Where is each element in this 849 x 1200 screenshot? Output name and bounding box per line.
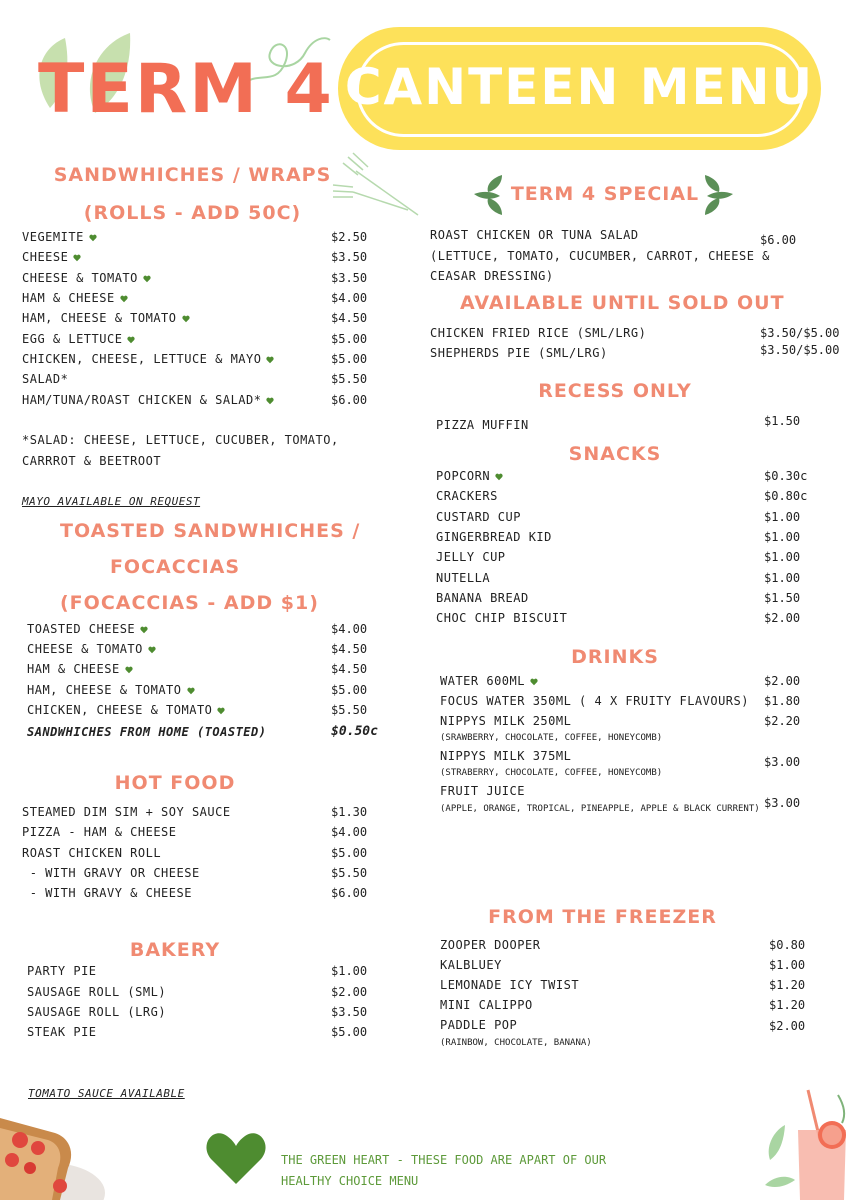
heart-icon (217, 707, 225, 715)
canteen-menu-banner (338, 27, 821, 150)
list-item: SAUSAGE ROLL (LRG) (27, 1005, 167, 1019)
price: $1.50 (764, 414, 801, 428)
leaf-icon (690, 170, 735, 220)
price: $3.50/$5.00 (760, 326, 840, 340)
list-item: CHICKEN FRIED RICE (SML/LRG) (430, 326, 647, 340)
canteen-menu-title: CANTEEN MENU (344, 58, 815, 116)
list-item: HAM & CHEESE (27, 662, 133, 676)
price: $1.00 (764, 510, 801, 524)
list-item: CHICKEN, CHEESE, LETTUCE & MAYO (22, 352, 274, 366)
heart-icon (125, 666, 133, 674)
list-item: CHOC CHIP BISCUIT (436, 611, 568, 625)
price: $1.00 (769, 958, 806, 972)
price: $5.00 (331, 683, 368, 697)
price: $1.30 (331, 805, 368, 819)
price: $0.30c (764, 469, 808, 483)
hot-food-heading: HOT FOOD (114, 772, 236, 794)
price: $6.00 (331, 393, 368, 407)
list-item: - WITH GRAVY & CHEESE (22, 886, 192, 900)
price: $4.00 (331, 622, 368, 636)
price: $4.00 (331, 825, 368, 839)
heart-icon (205, 1130, 267, 1186)
special-line: (LETTUCE, TOMATO, CUCUMBER, CARROT, CHEESE & (430, 249, 770, 263)
list-item: CHEESE & TOMATO (27, 642, 156, 656)
list-item: SAUSAGE ROLL (SML) (27, 985, 167, 999)
price: $5.50 (331, 703, 368, 717)
list-item: SHEPHERDS PIE (SML/LRG) (430, 346, 608, 360)
price: $5.00 (331, 1025, 368, 1039)
price: $1.00 (764, 550, 801, 564)
heart-icon (266, 356, 274, 364)
list-item-detail: (SRAWBERRY, CHOCOLATE, COFFEE, HONEYCOMB) (440, 733, 663, 743)
drinks-heading: DRINKS (571, 646, 659, 668)
price: $1.20 (769, 978, 806, 992)
price: $1.00 (764, 571, 801, 585)
price: $5.50 (331, 372, 368, 386)
heart-icon (148, 646, 156, 654)
price: $4.50 (331, 311, 368, 325)
list-item: GINGERBREAD KID (436, 530, 552, 544)
heart-icon (187, 687, 195, 695)
list-item: CUSTARD CUP (436, 510, 521, 524)
heart-icon (182, 315, 190, 323)
list-item: PIZZA - HAM & CHEESE (22, 825, 177, 839)
price: $3.50/$5.00 (760, 343, 840, 357)
sandwiches-subtitle: (ROLLS - ADD 50C) (83, 202, 302, 224)
price: $1.50 (764, 591, 801, 605)
price: $2.00 (764, 611, 801, 625)
legend-text: HEALTHY CHOICE MENU (281, 1174, 419, 1188)
list-item: STEAK PIE (27, 1025, 97, 1039)
toasted-heading: TOASTED SANDWHICHES / (60, 520, 361, 542)
list-item: CHICKEN, CHEESE & TOMATO (27, 703, 225, 717)
list-item: CHEESE & TOMATO (22, 271, 151, 285)
mayo-note: MAYO AVAILABLE ON REQUEST (22, 495, 201, 508)
heart-icon (89, 234, 97, 242)
list-item: STEAMED DIM SIM + SOY SAUCE (22, 805, 231, 819)
until-sold-heading: AVAILABLE UNTIL SOLD OUT (460, 292, 785, 314)
heart-icon (140, 626, 148, 634)
price: $5.00 (331, 332, 368, 346)
list-item: KALBLUEY (440, 958, 502, 972)
list-item: NUTELLA (436, 571, 491, 585)
heart-icon (266, 397, 274, 405)
price: $5.50 (331, 866, 368, 880)
list-item: HAM, CHEESE & TOMATO (27, 683, 195, 697)
list-item: CRACKERS (436, 489, 498, 503)
snacks-heading: SNACKS (568, 443, 662, 465)
heart-icon (143, 275, 151, 283)
price: $2.00 (769, 1019, 806, 1033)
price: $2.50 (331, 230, 368, 244)
list-item-detail: (STRABERRY, CHOCOLATE, COFFEE, HONEYCOMB) (440, 768, 663, 778)
list-item: HAM/TUNA/ROAST CHICKEN & SALAD* (22, 393, 274, 407)
bakery-heading: BAKERY (129, 939, 221, 961)
price: $1.80 (764, 694, 801, 708)
list-item: BANANA BREAD (436, 591, 529, 605)
special-line: CEASAR DRESSING) (430, 269, 554, 283)
list-item: HAM, CHEESE & TOMATO (22, 311, 190, 325)
tomato-sauce-note: TOMATO SAUCE AVAILABLE (28, 1087, 185, 1100)
list-item: FOCUS WATER 350ML ( 4 X FRUITY FLAVOURS) (440, 694, 749, 708)
price: $4.50 (331, 662, 368, 676)
list-item: NIPPYS MILK 375ML (440, 749, 572, 763)
price: $0.80c (764, 489, 808, 503)
list-item: PADDLE POP (440, 1018, 518, 1032)
list-item: - WITH GRAVY OR CHEESE (22, 866, 200, 880)
list-item: LEMONADE ICY TWIST (440, 978, 580, 992)
list-item: CHEESE (22, 250, 81, 264)
list-item: EGG & LETTUCE (22, 332, 135, 346)
list-item: ZOOPER DOOPER (440, 938, 541, 952)
list-item: FRUIT JUICE (440, 784, 525, 798)
salad-note: *SALAD: CHEESE, LETTUCE, CUCUBER, TOMATO, (22, 433, 339, 447)
price: $1.00 (764, 530, 801, 544)
toasted-heading: FOCACCIAS (109, 556, 241, 578)
price: $3.50 (331, 1005, 368, 1019)
list-item: TOASTED CHEESE (27, 622, 148, 636)
price: $4.00 (331, 291, 368, 305)
freezer-heading: FROM THE FREEZER (488, 906, 717, 928)
list-item: HAM & CHEESE (22, 291, 128, 305)
price: $0.80 (769, 938, 806, 952)
price: $2.20 (764, 714, 801, 728)
special-line: ROAST CHICKEN OR TUNA SALAD (430, 228, 639, 242)
price: $3.00 (764, 796, 801, 810)
price: $6.00 (331, 886, 368, 900)
list-item: JELLY CUP (436, 550, 506, 564)
heart-icon (120, 295, 128, 303)
price: $3.00 (764, 755, 801, 769)
price: $5.00 (331, 352, 368, 366)
sandwiches-heading: SANDWHICHES / WRAPS (53, 164, 332, 186)
list-item: PARTY PIE (27, 964, 97, 978)
list-item: PIZZA MUFFIN (436, 418, 529, 432)
price: $5.00 (331, 846, 368, 860)
list-item: VEGEMITE (22, 230, 97, 244)
price: $2.00 (764, 674, 801, 688)
price: $1.00 (331, 964, 368, 978)
price: $0.50c (331, 724, 378, 739)
toasted-subtitle: (FOCACCIAS - ADD $1) (60, 592, 319, 614)
list-item: SANDWHICHES FROM HOME (TOASTED) (27, 725, 267, 739)
legend-text: THE GREEN HEART - THESE FOOD ARE APART OF OUR (281, 1153, 607, 1167)
list-item: WATER 600ML (440, 674, 538, 688)
grapefruit-drink-illustration (760, 1085, 849, 1200)
price: $1.20 (769, 998, 806, 1012)
heart-icon (530, 678, 538, 686)
price: $4.50 (331, 642, 368, 656)
recess-heading: RECESS ONLY (538, 380, 692, 402)
price: $3.50 (331, 271, 368, 285)
toast-illustration (0, 1098, 105, 1200)
term-title: TERM 4 (38, 50, 334, 129)
price: $2.00 (331, 985, 368, 999)
list-item-detail: (RAINBOW, CHOCOLATE, BANANA) (440, 1038, 592, 1048)
list-item: ROAST CHICKEN ROLL (22, 846, 162, 860)
heart-icon (495, 473, 503, 481)
salad-note: CARRROT & BEETROOT (22, 454, 162, 468)
list-item: MINI CALIPPO (440, 998, 533, 1012)
heart-icon (127, 336, 135, 344)
list-item: POPCORN (436, 469, 503, 483)
list-item: NIPPYS MILK 250ML (440, 714, 572, 728)
price: $6.00 (760, 233, 797, 247)
list-item: SALAD* (22, 372, 69, 386)
heart-icon (73, 254, 81, 262)
price: $3.50 (331, 250, 368, 264)
list-item-detail: (APPLE, ORANGE, TROPICAL, PINEAPPLE, APPLE & BLACK CURRENT) (440, 804, 760, 814)
special-heading: TERM 4 SPECIAL (510, 183, 700, 205)
